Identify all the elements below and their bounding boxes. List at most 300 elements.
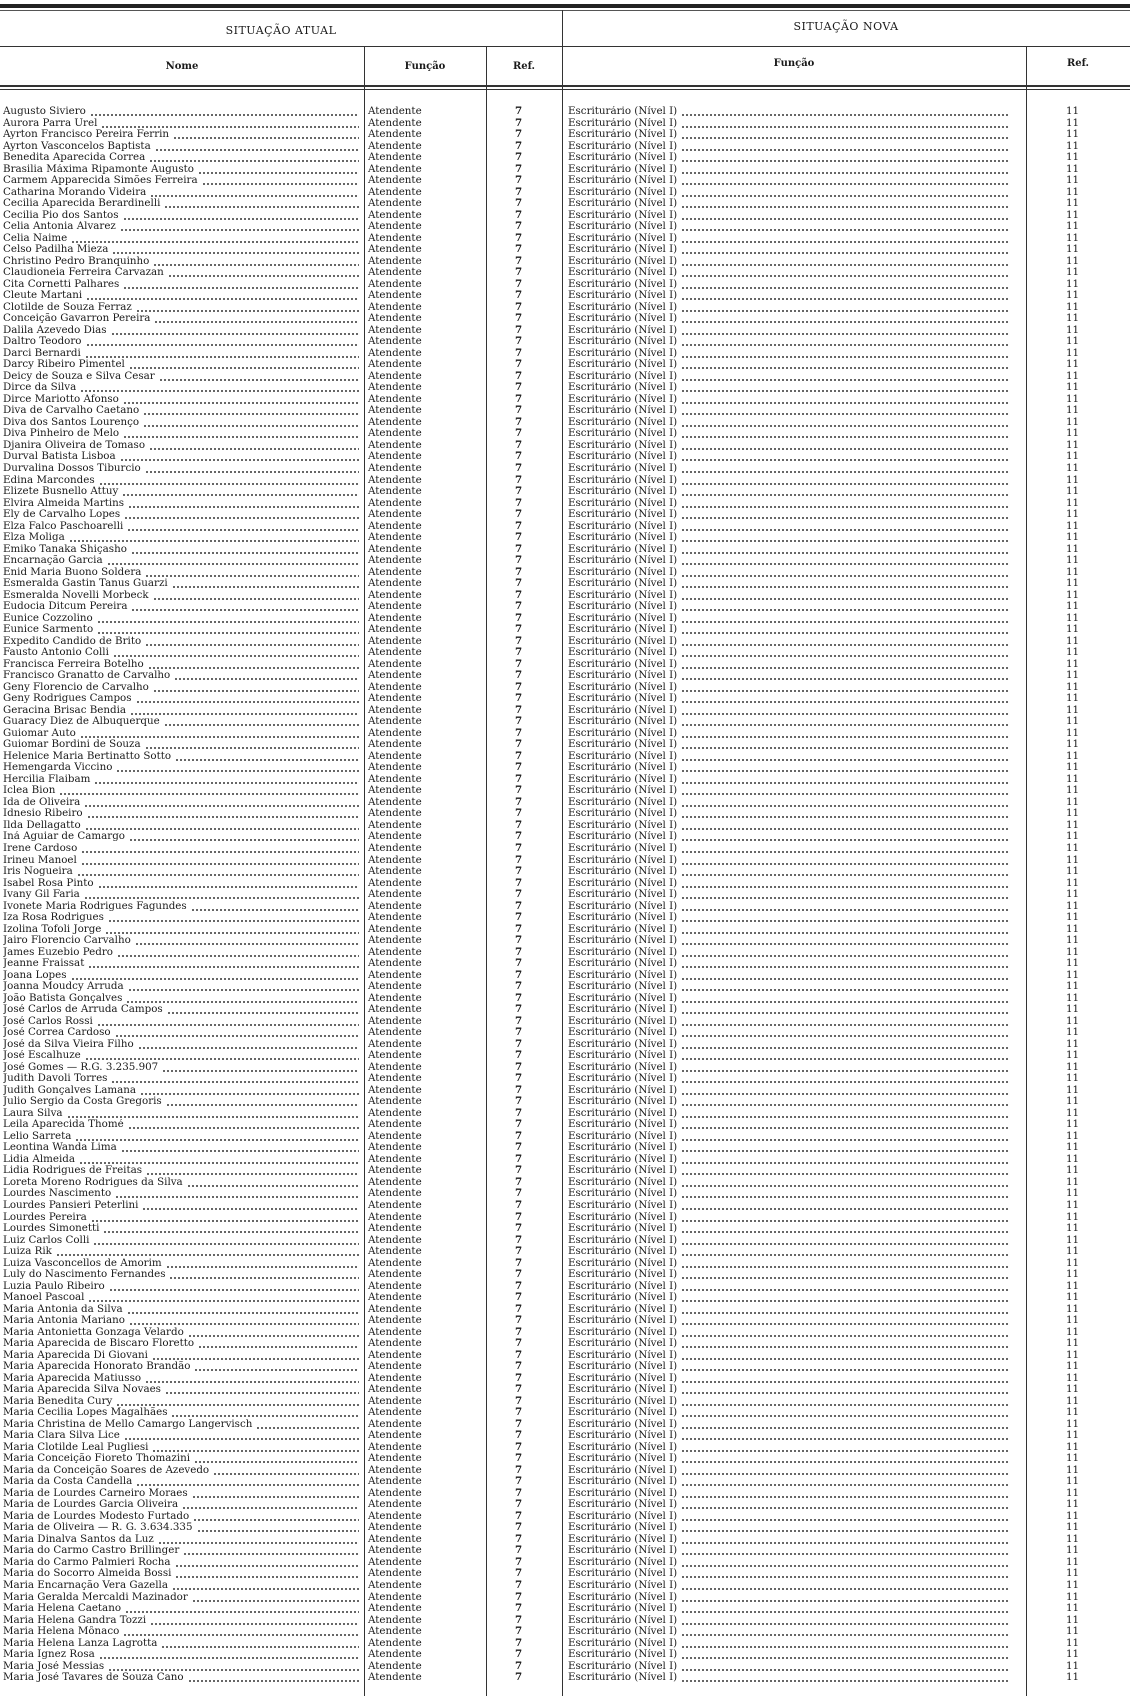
dot-leader [97,1024,359,1026]
funcao-atual: Atendente [368,784,422,797]
nome-cell [3,739,359,751]
funcao-nova-cell [568,451,1008,463]
funcao-nova: Escriturário (Nível I) [568,439,678,451]
funcao-atual: Atendente [368,1417,422,1430]
funcao-nova-cell [568,590,1008,602]
dot-leader [116,1404,359,1406]
funcao-nova: Escriturário (Nível I) [568,1188,678,1200]
ref-atual: 7 [515,1590,523,1603]
funcao-nova: Escriturário (Nível I) [568,923,678,935]
ref-atual: 7 [515,899,523,912]
nome-cell [3,1476,359,1488]
table-row [0,1165,1130,1177]
dot-leader [681,1496,1008,1498]
funcao-atual: Atendente [368,128,422,141]
funcao-nova-cell [568,1165,1008,1177]
nome: Christino Pedro Branquinho [3,256,153,268]
nome-cell [3,590,359,602]
ref-nova: 11 [1066,1198,1080,1211]
table-row [0,1522,1130,1534]
ref-nova: 11 [1066,968,1080,981]
funcao-atual: Atendente [368,1245,422,1258]
nome: Celia Antonia Alvarez [3,221,120,233]
funcao-nova: Escriturário (Nível I) [568,209,678,221]
table-row [0,682,1130,694]
dot-leader [127,529,359,531]
nome: Cecilia Pio dos Santos [3,210,123,222]
nome: Maria Helena Gandra Tozzi [3,1615,150,1627]
funcao-nova-cell [568,233,1008,245]
dot-leader [183,1553,359,1555]
funcao-atual: Atendente [368,1314,422,1327]
funcao-nova-cell [568,762,1008,774]
funcao-nova-cell [568,866,1008,878]
nome: Maria José Messias [3,1661,108,1673]
ref-atual: 7 [515,738,523,751]
funcao-nova-cell [568,348,1008,360]
funcao-atual: Atendente [368,1083,422,1096]
funcao-atual: Atendente [368,1072,422,1085]
funcao-nova-cell [568,1465,1008,1477]
funcao-nova: Escriturário (Nível I) [568,1326,678,1338]
funcao-nova: Escriturário (Nível I) [568,1464,678,1476]
dot-leader [681,1312,1008,1314]
dot-leader [81,851,359,853]
funcao-atual: Atendente [368,565,422,578]
funcao-atual: Atendente [368,1049,422,1062]
ref-nova: 11 [1066,231,1080,244]
ref-nova: 11 [1066,542,1080,555]
ref-atual: 7 [515,105,523,117]
ref-nova: 11 [1066,1532,1080,1545]
table-row [0,1223,1130,1235]
ref-nova: 11 [1066,404,1080,417]
dot-leader [124,517,359,519]
nome: Laura Silva [3,1108,67,1120]
funcao-nova: Escriturário (Nível I) [568,244,678,256]
funcao-atual: Atendente [368,277,422,290]
funcao-nova-cell [568,1062,1008,1074]
funcao-nova-cell [568,279,1008,291]
ref-nova: 11 [1066,1268,1080,1281]
table-row [0,1545,1130,1557]
ref-nova: 11 [1066,899,1080,912]
ref-atual: 7 [515,1049,523,1062]
ref-nova: 11 [1066,1060,1080,1073]
dot-leader [681,367,1008,369]
dot-leader [108,920,359,922]
funcao-nova-cell [568,1119,1008,1131]
nome-cell [3,716,359,728]
nome-cell [3,1327,359,1339]
ref-nova: 11 [1066,1348,1080,1361]
funcao-nova-cell [568,1522,1008,1534]
dot-leader [681,1669,1008,1671]
dot-leader [681,1081,1008,1083]
nome-cell [3,1373,359,1385]
funcao-atual: Atendente [368,1337,422,1350]
dot-leader [681,1093,1008,1095]
funcao-nova: Escriturário (Nível I) [568,1487,678,1499]
funcao-nova-cell [568,175,1008,187]
ref-atual: 7 [515,945,523,958]
funcao-nova-cell [568,486,1008,498]
funcao-atual: Atendente [368,1095,422,1108]
nome-cell [3,682,359,694]
nome: Elvira Almeida Martins [3,498,128,510]
nome: Elza Moliga [3,532,69,544]
nome: Expedito Candido de Brito [3,636,145,648]
funcao-nova-cell [568,1292,1008,1304]
nome: Maria Clotilde Leal Pugliesi [3,1442,152,1454]
dot-leader [99,1657,359,1659]
dot-leader [128,506,359,508]
funcao-atual: Atendente [368,1371,422,1384]
ref-atual: 7 [515,1613,523,1626]
funcao-atual: Atendente [368,1486,422,1499]
ref-nova: 11 [1066,1498,1080,1511]
ref-atual: 7 [515,623,523,636]
funcao-nova: Escriturário (Nível I) [568,1015,678,1027]
nome: José Carlos de Arruda Campos [3,1004,167,1016]
dot-leader [94,782,359,784]
table-row [0,636,1130,648]
dot-leader [681,275,1008,277]
ref-nova: 11 [1066,888,1080,901]
table-row [0,290,1130,302]
dot-leader [681,1173,1008,1175]
ref-atual: 7 [515,1648,523,1661]
funcao-nova: Escriturário (Nível I) [568,727,678,739]
nome: José da Silva Vieira Filho [3,1039,138,1051]
table-row [0,1073,1130,1085]
ref-atual: 7 [515,1268,523,1281]
nome-cell [3,1626,359,1638]
ref-atual: 7 [515,1222,523,1235]
funcao-atual: Atendente [368,427,422,440]
nome: Judith Davoli Torres [3,1073,111,1085]
ref-atual: 7 [515,358,523,371]
ref-nova: 11 [1066,427,1080,440]
nome-cell [3,198,359,210]
nome-cell [3,670,359,682]
table-row [0,785,1130,797]
nome-cell [3,1281,359,1293]
table-row [0,1603,1130,1615]
dot-leader [158,1542,359,1544]
funcao-nova: Escriturário (Nível I) [568,532,678,544]
nome: Irene Cardoso [3,843,81,855]
nome-cell [3,1568,359,1580]
ref-atual: 7 [515,220,523,233]
nome: Lourdes Pereira [3,1212,91,1224]
nome-cell [3,1672,359,1684]
ref-nova: 11 [1066,300,1080,313]
funcao-nova-cell [568,221,1008,233]
table-row [0,1638,1130,1650]
ref-nova: 11 [1066,1325,1080,1338]
nome-cell [3,578,359,590]
col-header-funcao-atual: Função [404,61,446,72]
nome: Geny Rodrigues Campos [3,693,136,705]
ref-atual: 7 [515,254,523,267]
table-row [0,1212,1130,1224]
ref-nova: 11 [1066,1014,1080,1027]
dot-leader [681,932,1008,934]
nome: Encarnação Garcia [3,555,107,567]
column-header-divider-thin [0,89,1130,90]
dot-leader [681,1542,1008,1544]
funcao-nova-cell [568,1188,1008,1200]
funcao-nova: Escriturário (Nível I) [568,670,678,682]
ref-atual: 7 [515,174,523,187]
ref-nova: 11 [1066,346,1080,359]
dot-leader [192,1496,359,1498]
table-row [0,106,1130,118]
ref-nova: 11 [1066,842,1080,854]
nome-cell [3,1269,359,1281]
ref-atual: 7 [515,1060,523,1073]
ref-atual: 7 [515,1429,523,1442]
dot-leader [681,563,1008,565]
nome: Maria de Lourdes Garcia Oliveira [3,1499,182,1511]
dot-leader [681,1070,1008,1072]
table-row [0,613,1130,625]
ref-nova: 11 [1066,1164,1080,1177]
nome-cell [3,624,359,636]
nome: Maria Benedita Cury [3,1396,116,1408]
funcao-nova-cell [568,947,1008,959]
funcao-atual: Atendente [368,1014,422,1027]
dot-leader [681,690,1008,692]
funcao-nova: Escriturário (Nível I) [568,1257,678,1269]
nome-cell [3,808,359,820]
dot-leader [681,1576,1008,1578]
dot-leader [681,413,1008,415]
ref-nova: 11 [1066,588,1080,601]
funcao-nova: Escriturário (Nível I) [568,324,678,336]
nome-cell [3,1096,359,1108]
funcao-nova: Escriturário (Nível I) [568,1545,678,1557]
ref-nova: 11 [1066,1026,1080,1039]
funcao-atual: Atendente [368,1279,422,1292]
dot-leader [681,356,1008,358]
funcao-atual: Atendente [368,392,422,405]
dot-leader [121,1150,359,1152]
ref-nova: 11 [1066,715,1080,728]
dot-leader [681,1231,1008,1233]
table-row [0,716,1130,728]
funcao-atual: Atendente [368,1452,422,1465]
nome-cell [3,785,359,797]
ref-nova: 11 [1066,1302,1080,1315]
nome-cell [3,1419,359,1431]
dot-leader [71,241,359,243]
table-row [0,244,1130,256]
ref-atual: 7 [515,323,523,336]
funcao-nova-cell [568,1039,1008,1051]
table-row [0,774,1130,786]
table-row [0,970,1130,982]
funcao-nova: Escriturário (Nível I) [568,1407,678,1419]
funcao-atual: Atendente [368,1291,422,1304]
funcao-atual: Atendente [368,1475,422,1488]
funcao-nova-cell [568,1212,1008,1224]
dot-leader [681,1243,1008,1245]
ref-nova: 11 [1066,1625,1080,1638]
ref-nova: 11 [1066,669,1080,682]
funcao-nova-cell [568,244,1008,256]
table-row [0,958,1130,970]
ref-nova: 11 [1066,243,1080,256]
table-row [0,901,1130,913]
funcao-nova-cell [568,1327,1008,1339]
table-row [0,1407,1130,1419]
dot-leader [681,1600,1008,1602]
nome-cell [3,1246,359,1258]
funcao-nova: Escriturário (Nível I) [568,543,678,555]
funcao-nova-cell [568,1258,1008,1270]
ref-atual: 7 [515,1314,523,1327]
nome-cell [3,843,359,855]
funcao-nova: Escriturário (Nível I) [568,232,678,244]
nome: Lelio Sarreta [3,1131,75,1143]
dot-leader [86,298,359,300]
dot-leader [138,1047,359,1049]
dot-leader [681,252,1008,254]
table-row [0,1592,1130,1604]
funcao-atual: Atendente [368,438,422,451]
nome: Guaracy Diez de Albuquerque [3,716,164,728]
funcao-nova: Escriturário (Nível I) [568,1119,678,1131]
funcao-nova-cell [568,1407,1008,1419]
header-divider [0,46,1130,47]
dot-leader [97,632,359,634]
funcao-nova-cell [568,843,1008,855]
ref-nova: 11 [1066,323,1080,336]
dot-leader [194,1369,359,1371]
funcao-nova: Escriturário (Nível I) [568,462,678,474]
nome: Idnesio Ribeiro [3,808,87,820]
dot-leader [681,1530,1008,1532]
funcao-nova-cell [568,198,1008,210]
dot-leader [87,816,359,818]
dot-leader [154,321,359,323]
ref-nova: 11 [1066,266,1080,279]
dot-leader [681,1484,1008,1486]
table-row [0,831,1130,843]
funcao-atual: Atendente [368,991,422,1004]
table-row [0,1292,1130,1304]
dot-leader [681,506,1008,508]
nome: Geny Florencio de Carvalho [3,682,153,694]
table-row [0,325,1130,337]
ref-nova: 11 [1066,1175,1080,1188]
ref-nova: 11 [1066,1475,1080,1488]
dot-leader [98,886,359,888]
funcao-nova: Escriturário (Nível I) [568,486,678,498]
nome: Ayrton Vasconcelos Baptista [3,141,155,153]
nome: Maria do Socorro Almeida Bossi [3,1568,175,1580]
dot-leader [681,1335,1008,1337]
dot-leader [97,621,359,623]
nome: Francisca Ferreira Botelho [3,659,148,671]
ref-atual: 7 [515,1452,523,1465]
nome-cell [3,1223,359,1235]
nome-cell [3,1235,359,1247]
ref-nova: 11 [1066,830,1080,843]
ref-atual: 7 [515,312,523,325]
dot-leader [175,1565,359,1567]
funcao-nova-cell [568,912,1008,924]
nome: Iris Nogueira [3,866,77,878]
ref-nova: 11 [1066,853,1080,866]
nome: Maria Cecilia Lopes Magalhães [3,1407,171,1419]
ref-nova: 11 [1066,934,1080,947]
ref-nova: 11 [1066,220,1080,233]
dot-leader [681,333,1008,335]
funcao-nova: Escriturário (Nível I) [568,566,678,578]
ref-nova: 11 [1066,1417,1080,1430]
funcao-atual: Atendente [368,1198,422,1211]
ref-atual: 7 [515,577,523,590]
funcao-atual: Atendente [368,623,422,636]
ref-atual: 7 [515,208,523,221]
dot-leader [681,218,1008,220]
funcao-atual: Atendente [368,853,422,866]
ref-nova: 11 [1066,1429,1080,1442]
dot-leader [143,425,359,427]
ref-atual: 7 [515,842,523,854]
funcao-nova-cell [568,1373,1008,1385]
table-row [0,866,1130,878]
nome-cell [3,1453,359,1465]
funcao-atual: Atendente [368,1602,422,1615]
funcao-nova: Escriturário (Nível I) [568,267,678,279]
funcao-nova: Escriturário (Nível I) [568,474,678,486]
funcao-atual: Atendente [368,1544,422,1557]
table-row [0,693,1130,705]
ref-atual: 7 [515,1152,523,1165]
ref-atual: 7 [515,772,523,785]
funcao-atual: Atendente [368,1187,422,1200]
ref-atual: 7 [515,404,523,417]
ref-atual: 7 [515,968,523,981]
funcao-nova: Escriturário (Nível I) [568,808,678,820]
funcao-nova: Escriturário (Nível I) [568,854,678,866]
nome-cell [3,256,359,268]
funcao-atual: Atendente [368,496,422,509]
nome-cell [3,440,359,452]
nome: Esmeralda Novelli Morbeck [3,590,153,602]
table-row [0,1327,1130,1339]
ref-nova: 11 [1066,1141,1080,1154]
dot-leader [681,1565,1008,1567]
funcao-nova-cell [568,935,1008,947]
nome: Aurora Parra Urel [3,118,101,130]
nome: Elza Falco Paschoarelli [3,521,127,533]
ref-nova: 11 [1066,1106,1080,1119]
dot-leader [108,1669,359,1671]
dot-leader [681,540,1008,542]
dot-leader [681,747,1008,749]
funcao-nova: Escriturário (Nível I) [568,1533,678,1545]
nome-cell [3,555,359,567]
ref-atual: 7 [515,911,523,924]
funcao-atual: Atendente [368,266,422,279]
dot-leader [681,241,1008,243]
dot-leader [90,114,359,116]
